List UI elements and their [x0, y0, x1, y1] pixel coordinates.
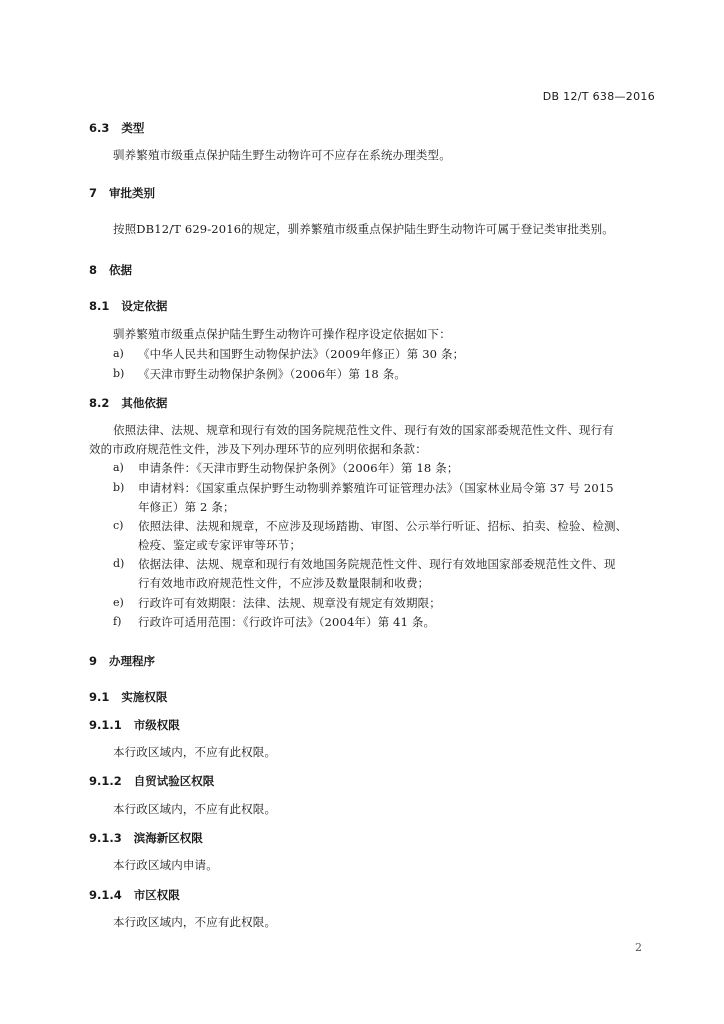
list-marker: f): [113, 615, 122, 628]
list-item: 申请条件：《天津市野生动物保护条例》（2006年）第 18 条；: [138, 461, 459, 475]
section-6-3-heading: [89, 120, 144, 136]
section-number: 8.1: [89, 299, 110, 313]
section-title: 办理程序: [109, 654, 156, 668]
section-9-1-1-heading: [89, 717, 180, 733]
section-9-1-3-text: 本行政区域内申请。: [113, 858, 218, 872]
section-title: 滨海新区权限: [133, 831, 203, 845]
section-number: 7: [89, 186, 98, 200]
section-9-1-3-heading: [89, 830, 203, 846]
section-title: 市级权限: [133, 718, 180, 732]
list-marker: d): [113, 557, 125, 570]
list-item-continuation: 检疫、鉴定或专家评审等环节；: [138, 538, 302, 552]
section-number: 9.1.2: [89, 774, 122, 788]
section-9-1-4-heading: [89, 887, 180, 903]
section-number: 9.1.4: [89, 888, 122, 902]
section-6-3-text: 驯养繁殖市级重点保护陆生野生动物许可不应存在系统办理类型。: [113, 148, 451, 162]
section-number: 9: [89, 654, 98, 668]
section-9-heading: [89, 653, 155, 669]
section-title: 依据: [109, 263, 133, 277]
list-marker: b): [113, 367, 125, 380]
list-item: 行政许可适用范围：《行政许可法》（2004年）第 41 条。: [138, 615, 436, 629]
section-7-text: 按照DB12/T 629-2016的规定，驯养繁殖市级重点保护陆生野生动物许可属于登记类审批类别。: [113, 222, 614, 236]
section-9-1-1-text: 本行政区域内，不应有此权限。: [113, 745, 277, 759]
section-number: 9.1.1: [89, 718, 122, 732]
list-item: 《天津市野生动物保护条例》（2006年）第 18 条。: [138, 367, 407, 381]
section-7-heading: [89, 185, 155, 201]
section-title: 市区权限: [133, 888, 180, 902]
list-item-continuation: 行有效地市政府规范性文件，不应涉及数量限制和收费；: [138, 576, 430, 590]
document-code: DB 12/T 638—2016: [542, 90, 655, 103]
section-9-1-4-text: 本行政区域内，不应有此权限。: [113, 915, 277, 929]
section-number: 9.1: [89, 690, 110, 704]
list-marker: a): [113, 461, 124, 474]
list-item: 依照法律、法规和规章，不应涉及现场踏勘、审图、公示举行听证、招标、拍卖、检验、检测、: [138, 519, 628, 533]
section-8-2-intro-line-2: 效的市政府规范性文件，涉及下列办理环节的应列明依据和条款：: [89, 442, 427, 456]
page-number: 2: [635, 941, 642, 954]
list-marker: a): [113, 347, 124, 360]
section-8-1-intro: 驯养繁殖市级重点保护陆生野生动物许可操作程序设定依据如下：: [113, 327, 451, 341]
section-8-2-intro-line-1: 依照法律、法规、规章和现行有效的国务院规范性文件、现行有效的国家部委规范性文件、现行有: [113, 423, 614, 437]
section-title: 审批类别: [109, 186, 156, 200]
list-item: 申请材料：《国家重点保护野生动物驯养繁殖许可证管理办法》（国家林业局令第 37 号 2015: [138, 481, 614, 495]
section-8-2-heading: [89, 395, 167, 411]
section-9-1-2-heading: [89, 773, 214, 789]
section-title: 自贸试验区权限: [133, 774, 215, 788]
section-title: 实施权限: [121, 690, 168, 704]
section-title: 类型: [121, 121, 145, 135]
list-item: 依据法律、法规、规章和现行有效地国务院规范性文件、现行有效地国家部委规范性文件、现: [138, 557, 616, 571]
section-title: 其他依据: [121, 396, 168, 410]
section-number: 9.1.3: [89, 831, 122, 845]
section-8-heading: [89, 262, 132, 278]
section-number: 8.2: [89, 396, 110, 410]
list-marker: c): [113, 519, 124, 532]
list-marker: e): [113, 596, 124, 609]
section-9-1-heading: [89, 689, 167, 705]
section-9-1-2-text: 本行政区域内，不应有此权限。: [113, 802, 277, 816]
list-marker: b): [113, 481, 125, 494]
list-item-continuation: 年修正）第 2 条；: [138, 500, 235, 514]
section-number: 8: [89, 263, 98, 277]
list-item: 《中华人民共和国野生动物保护法》（2009年修正）第 30 条；: [138, 347, 465, 361]
section-8-1-heading: [89, 298, 167, 314]
section-number: 6.3: [89, 121, 110, 135]
list-item: 行政许可有效期限：法律、法规、规章没有规定有效期限；: [138, 596, 441, 610]
section-title: 设定依据: [121, 299, 168, 313]
